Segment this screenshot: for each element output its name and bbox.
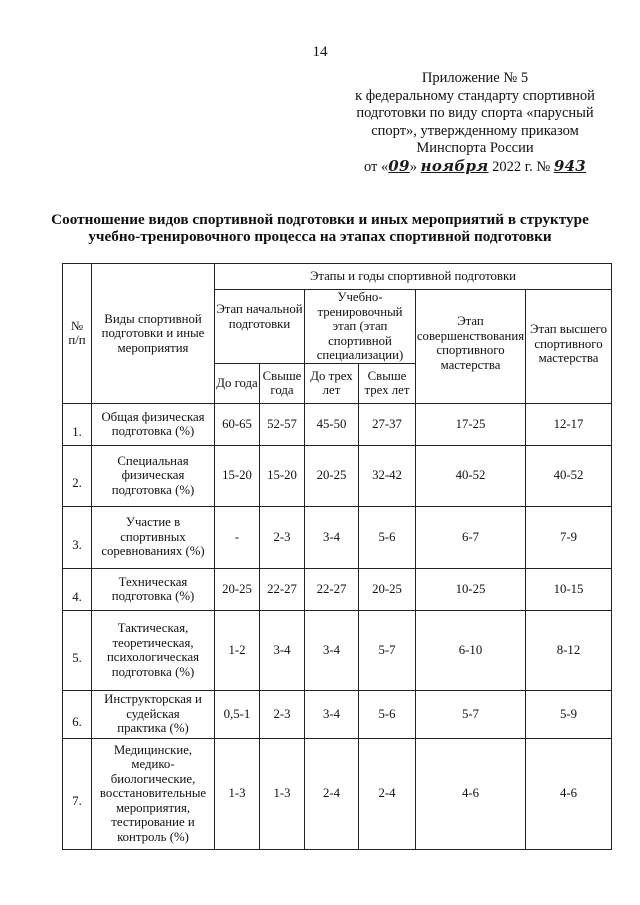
appendix-line-3: подготовки по виду спорта «парусный: [356, 105, 594, 121]
title-line-1: Соотношение видов спортивной подготовки и иных мероприятий в структуре: [51, 211, 589, 228]
ratio-table: [62, 263, 612, 850]
value-cell: 12-17: [526, 403, 612, 445]
value-cell: 17-25: [416, 403, 526, 445]
value-cell: 7-9: [526, 506, 612, 568]
value-cell: 4-6: [416, 738, 526, 849]
sub-training-2: Свыше трех лет: [359, 363, 416, 403]
row-number: 2.: [63, 445, 92, 506]
date-mid: »: [409, 158, 421, 175]
value-cell: 3-4: [305, 690, 359, 738]
row-kind: Общая физическая подготовка (%): [92, 403, 215, 445]
value-cell: 2-3: [260, 506, 305, 568]
value-cell: 15-20: [215, 445, 260, 506]
sub-initial-2: Свыше года: [260, 363, 305, 403]
sub-initial-1: До года: [215, 363, 260, 403]
order-number: 943: [553, 156, 587, 175]
value-cell: 1-3: [260, 738, 305, 849]
col-header-kind: Виды спортивной подготовки и иные мероприятия: [92, 264, 215, 404]
table-row: [63, 738, 612, 849]
table-row: [63, 506, 612, 568]
appendix-date-line: [330, 158, 620, 177]
value-cell: 10-15: [526, 568, 612, 610]
value-cell: 1-2: [215, 610, 260, 690]
value-cell: 2-4: [305, 738, 359, 849]
value-cell: 5-7: [359, 610, 416, 690]
value-cell: 22-27: [305, 568, 359, 610]
value-cell: 6-7: [416, 506, 526, 568]
stage-training-header: Учебно-тренировочный этап (этап спортивной специализации): [305, 290, 416, 364]
value-cell: 1-3: [215, 738, 260, 849]
header-row-1: [63, 264, 612, 290]
value-cell: 5-6: [359, 506, 416, 568]
value-cell: 20-25: [215, 568, 260, 610]
row-number: 4.: [63, 568, 92, 610]
date-month: ноября: [420, 156, 489, 175]
page-number: 14: [312, 44, 328, 60]
table-row: [63, 445, 612, 506]
stage-higher-header: Этап высшего спортивного мастерства: [526, 290, 612, 404]
date-prefix: от «: [363, 158, 389, 175]
value-cell: 22-27: [260, 568, 305, 610]
value-cell: 20-25: [359, 568, 416, 610]
stage-improvement-header: Этап совершенствования спортивного мастерства: [416, 290, 526, 404]
row-number: 7.: [63, 738, 92, 849]
document-title: [40, 211, 600, 245]
value-cell: 27-37: [359, 403, 416, 445]
value-cell: 2-3: [260, 690, 305, 738]
appendix-line-2: к федеральному стандарту спортивной: [355, 87, 595, 104]
value-cell: 6-10: [416, 610, 526, 690]
value-cell: 20-25: [305, 445, 359, 506]
appendix-block: [330, 70, 620, 176]
value-cell: 10-25: [416, 568, 526, 610]
value-cell: 3-4: [260, 610, 305, 690]
value-cell: -: [215, 506, 260, 568]
table-row: [63, 568, 612, 610]
stages-header: Этапы и годы спортивной подготовки: [215, 264, 612, 290]
value-cell: 5-9: [526, 690, 612, 738]
row-number: 6.: [63, 690, 92, 738]
date-day: 09: [388, 156, 410, 175]
table-row: [63, 690, 612, 738]
appendix-line-1: Приложение № 5: [421, 70, 529, 86]
row-number: 5.: [63, 610, 92, 690]
value-cell: 32-42: [359, 445, 416, 506]
row-kind: Специальная физическая подготовка (%): [92, 445, 215, 506]
date-suffix: 2022 г. №: [488, 158, 554, 175]
value-cell: 60-65: [215, 403, 260, 445]
value-cell: 45-50: [305, 403, 359, 445]
value-cell: 40-52: [416, 445, 526, 506]
table-row: [63, 403, 612, 445]
row-kind: Тактическая, теоретическая, психологическая подготовка (%): [92, 610, 215, 690]
title-line-2: учебно-тренировочного процесса на этапах спортивной подготовки: [88, 228, 552, 245]
appendix-line-4: спорт», утвержденному приказом: [371, 122, 579, 139]
col-header-number: № п/п: [63, 264, 92, 404]
value-cell: 5-7: [416, 690, 526, 738]
row-kind: Участие в спортивных соревнованиях (%): [92, 506, 215, 568]
value-cell: 4-6: [526, 738, 612, 849]
appendix-line-5: Минспорта России: [416, 140, 534, 156]
sub-training-1: До трех лет: [305, 363, 359, 403]
stage-initial-header: Этап начальной подготовки: [215, 290, 305, 364]
value-cell: 52-57: [260, 403, 305, 445]
value-cell: 0,5-1: [215, 690, 260, 738]
row-number: 3.: [63, 506, 92, 568]
value-cell: 2-4: [359, 738, 416, 849]
table-row: [63, 610, 612, 690]
value-cell: 15-20: [260, 445, 305, 506]
value-cell: 40-52: [526, 445, 612, 506]
value-cell: 8-12: [526, 610, 612, 690]
value-cell: 3-4: [305, 506, 359, 568]
value-cell: 3-4: [305, 610, 359, 690]
row-kind: Техническая подготовка (%): [92, 568, 215, 610]
row-kind: Инструкторская и судейская практика (%): [92, 690, 215, 738]
value-cell: 5-6: [359, 690, 416, 738]
row-kind: Медицинские, медико-биологические, восстановительные мероприятия, тестирование и контроль (%): [92, 738, 215, 849]
row-number: 1.: [63, 403, 92, 445]
